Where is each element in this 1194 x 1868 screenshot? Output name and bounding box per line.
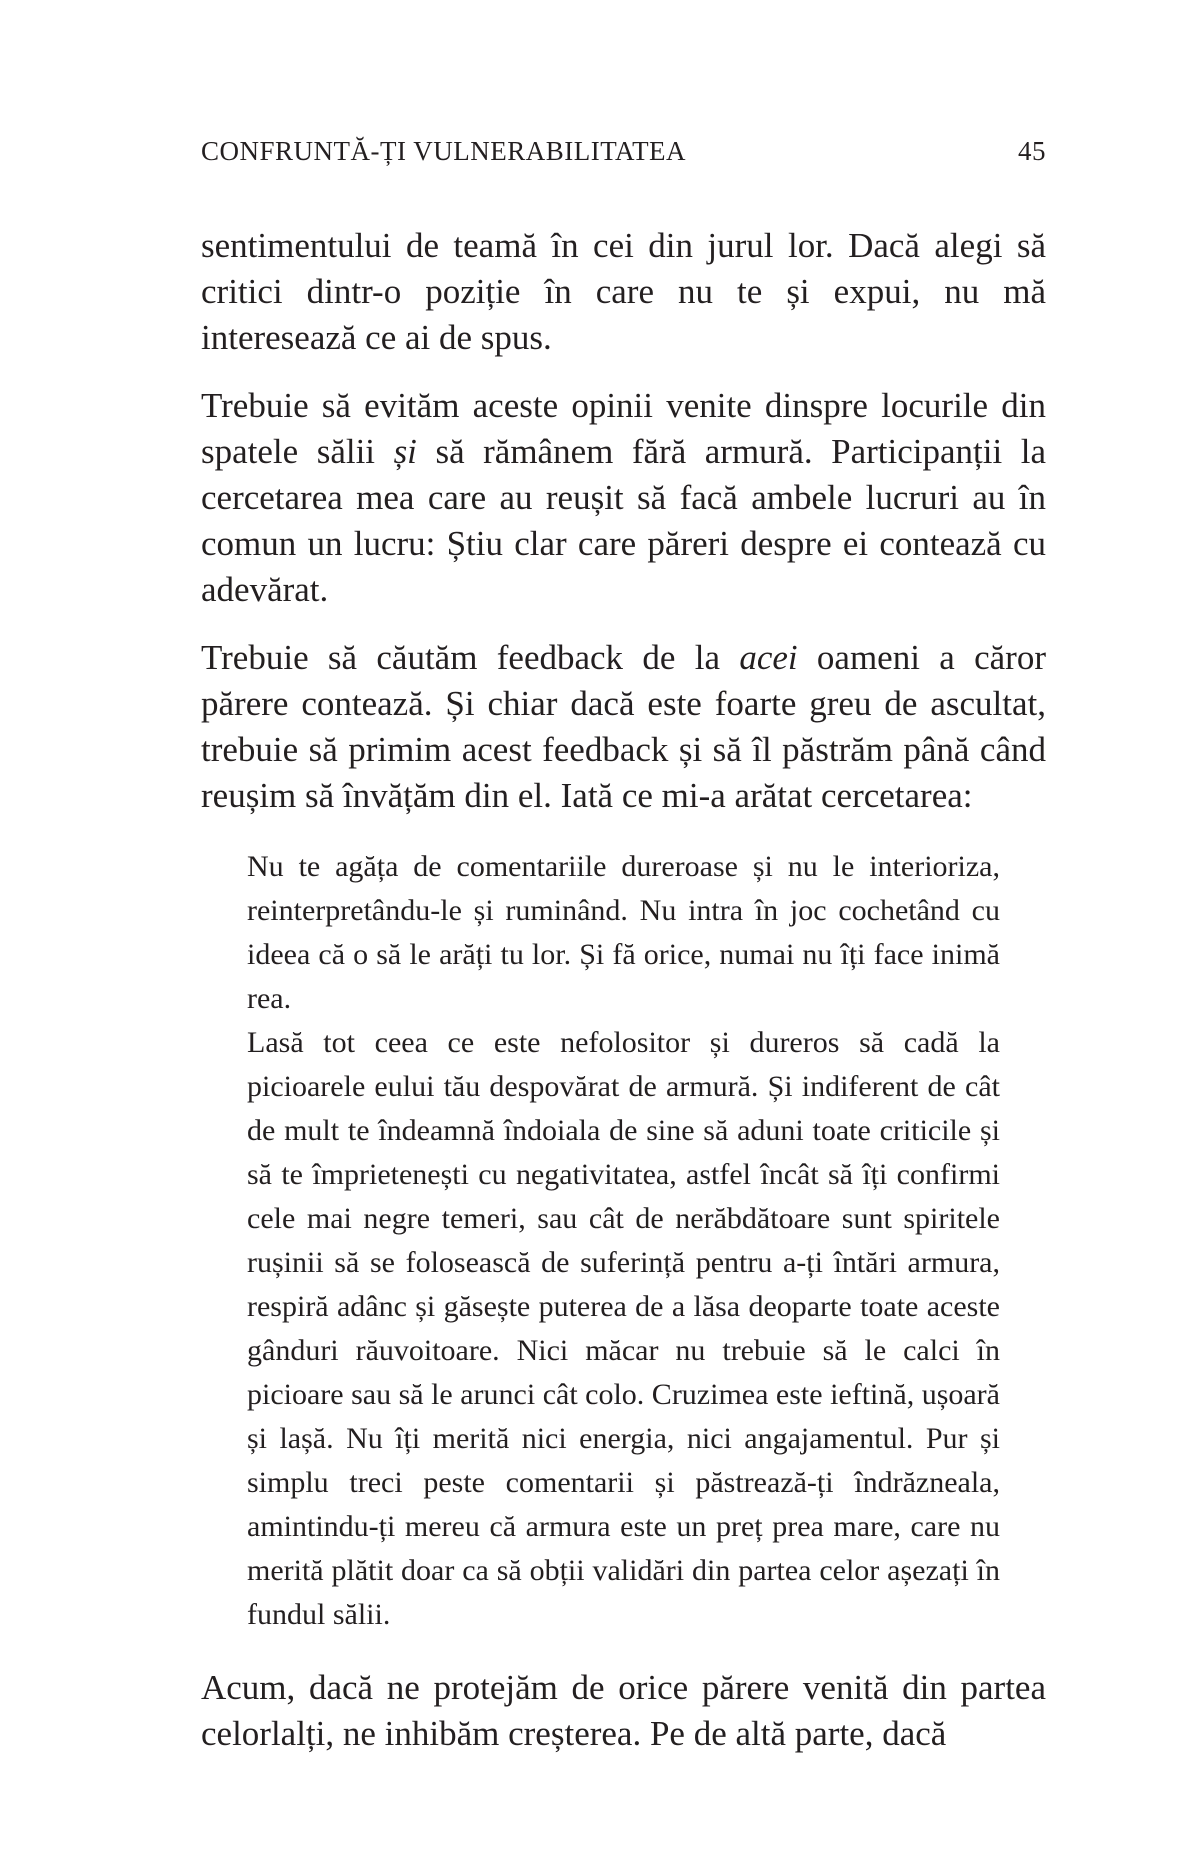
body-text: [201, 223, 1046, 1757]
book-page: [201, 0, 1046, 1868]
paragraph-3: [201, 635, 1046, 819]
running-title: CONFRUNTĂ-ȚI VULNERABILITATEA: [201, 136, 687, 166]
paragraph-2-text-end: să rămânem fără armură. Participanții la cercetarea mea care au reușit să facă ambele lucruri au în comun un lucru: Știu clar care păreri despre ei contează cu adevărat.: [201, 432, 1046, 609]
paragraph-3-text-start: Trebuie să căutăm feedback de la: [201, 638, 740, 677]
paragraph-2-text-start: Trebuie să evităm aceste opinii venite dinspre locurile din spatele sălii: [201, 386, 1046, 471]
paragraph-1: sentimentului de teamă în cei din jurul lor. Dacă alegi să critici dintr-o poziție în care nu te și expui, nu mă interesează ce ai de spus.: [201, 226, 1046, 357]
quote-paragraph-1: Nu te agăța de comentariile dureroase și nu le interioriza, reinterpretându-le și ruminând. Nu intra în joc cochetând cu ideea că o să le arăți tu lor. Și fă orice, numai nu îți face inimă rea.: [247, 850, 1000, 1015]
quote-paragraph-2: Lasă tot ceea ce este nefolositor și dureros să cadă la picioarele eului tău despovărat de armură. Și indiferent de cât de mult te îndeamnă îndoiala de sine să aduni toate criticile și să te împrietenești cu negativitatea, astfel încât să îți confirmi cele mai negre temeri, sau cât de nerăbdătoare sunt spiritele rușinii să se folosească de suferință pentru a-ți întări armura, respiră adânc și găsește puterea de a lăsa deoparte toate aceste gânduri răuvoitoare. Nici măcar nu trebuie să le calci în picioare sau să le arunci cât colo. Cruzimea este ieftină, ușoară și lașă. Nu îți merită nici energia, nici angajamentul. Pur și simplu treci peste comentarii și păstrează-ți îndrăzneala, amintindu-ți mereu că armura este un preț prea mare, care nu merită plătit doar ca să obții validări din partea celor așezați în fundul sălii.: [247, 1026, 1000, 1631]
paragraph-4: Acum, dacă ne protejăm de orice părere venită din partea celorlalți, ne inhibăm creșterea. Pe de altă parte, dacă: [201, 1668, 1046, 1753]
paragraph-3-emphasis: acei: [739, 638, 798, 677]
paragraph-3-text-end: oameni a căror părere contează. Și chiar dacă este foarte greu de ascultat, trebuie să primim acest feedback și să îl păstrăm până când reușim să învățăm din el. Iată ce mi-a arătat cercetarea:: [201, 638, 1046, 815]
paragraph-2: [201, 383, 1046, 613]
running-header: [201, 136, 1046, 170]
paragraph-2-emphasis: și: [393, 432, 417, 471]
page-number: 45: [1018, 136, 1046, 166]
block-quote: [247, 845, 1000, 1637]
